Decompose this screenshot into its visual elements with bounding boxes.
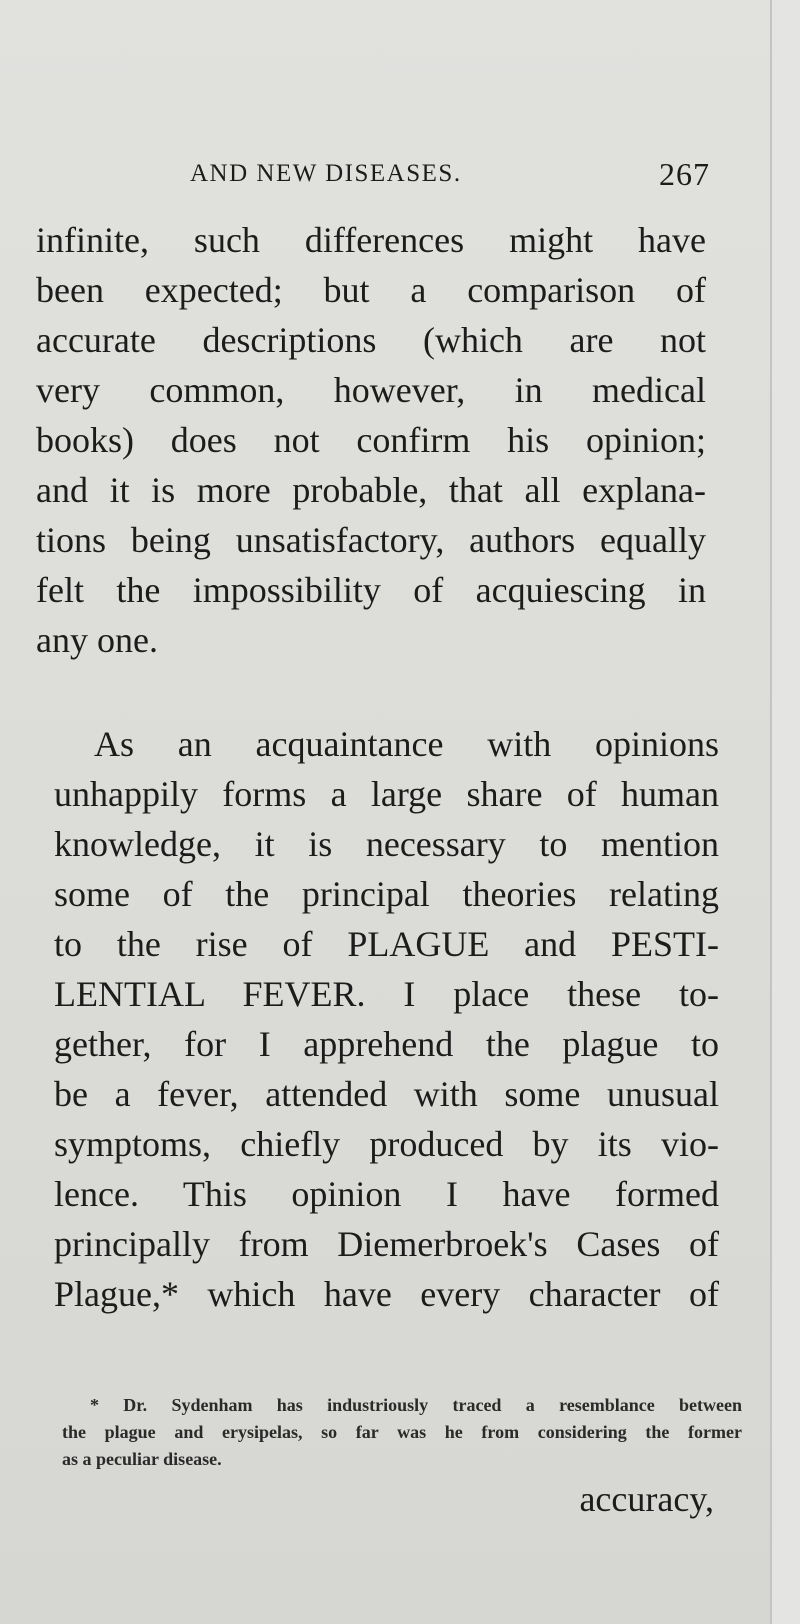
page-number: 267 <box>659 156 710 192</box>
text-line: gether, for I apprehend the plague to <box>54 1024 719 1064</box>
footnote-line: * Dr. Sydenham has industriously traced a resemblance between <box>90 1395 742 1415</box>
text-line: any one. <box>36 620 158 660</box>
text-line: principally from Diemerbroek's Cases of <box>54 1224 719 1264</box>
text-line: symptoms, chiefly produced by its vio- <box>54 1124 719 1164</box>
footnote <box>62 1392 742 1473</box>
text-line: As an acquaintance with opinions <box>94 724 719 764</box>
text-line: books) does not confirm his opinion; <box>36 420 706 460</box>
text-line: felt the impossibility of acquiescing in <box>36 570 706 610</box>
page-header <box>190 156 720 200</box>
page-edge <box>772 0 800 1624</box>
text-line: infinite, such differences might have <box>36 220 706 260</box>
text-line: tions being unsatisfactory, authors equally <box>36 520 706 560</box>
text-line: to the rise of PLAGUE and PESTI- <box>54 924 719 964</box>
text-line: unhappily forms a large share of human <box>54 774 719 814</box>
text-line: very common, however, in medical <box>36 370 706 410</box>
text-line: and it is more probable, that all explana- <box>36 470 706 510</box>
text-line: be a fever, attended with some unusual <box>54 1074 719 1114</box>
text-line: lence. This opinion I have formed <box>54 1174 719 1214</box>
text-line: knowledge, it is necessary to mention <box>54 824 719 864</box>
footnote-line: as a peculiar disease. <box>62 1449 222 1469</box>
text-line: been expected; but a comparison of <box>36 270 706 310</box>
footnote-line: the plague and erysipelas, so far was he from considering the former <box>62 1422 742 1442</box>
text-line: Plague,* which have every character of <box>54 1274 719 1314</box>
catchword: accuracy, <box>579 1479 714 1519</box>
text-line: accurate descriptions (which are not <box>36 320 706 360</box>
text-line: some of the principal theories relating <box>54 874 719 914</box>
running-head: AND NEW DISEASES. <box>190 160 462 187</box>
text-line: LENTIAL FEVER. I place these to- <box>54 974 719 1014</box>
